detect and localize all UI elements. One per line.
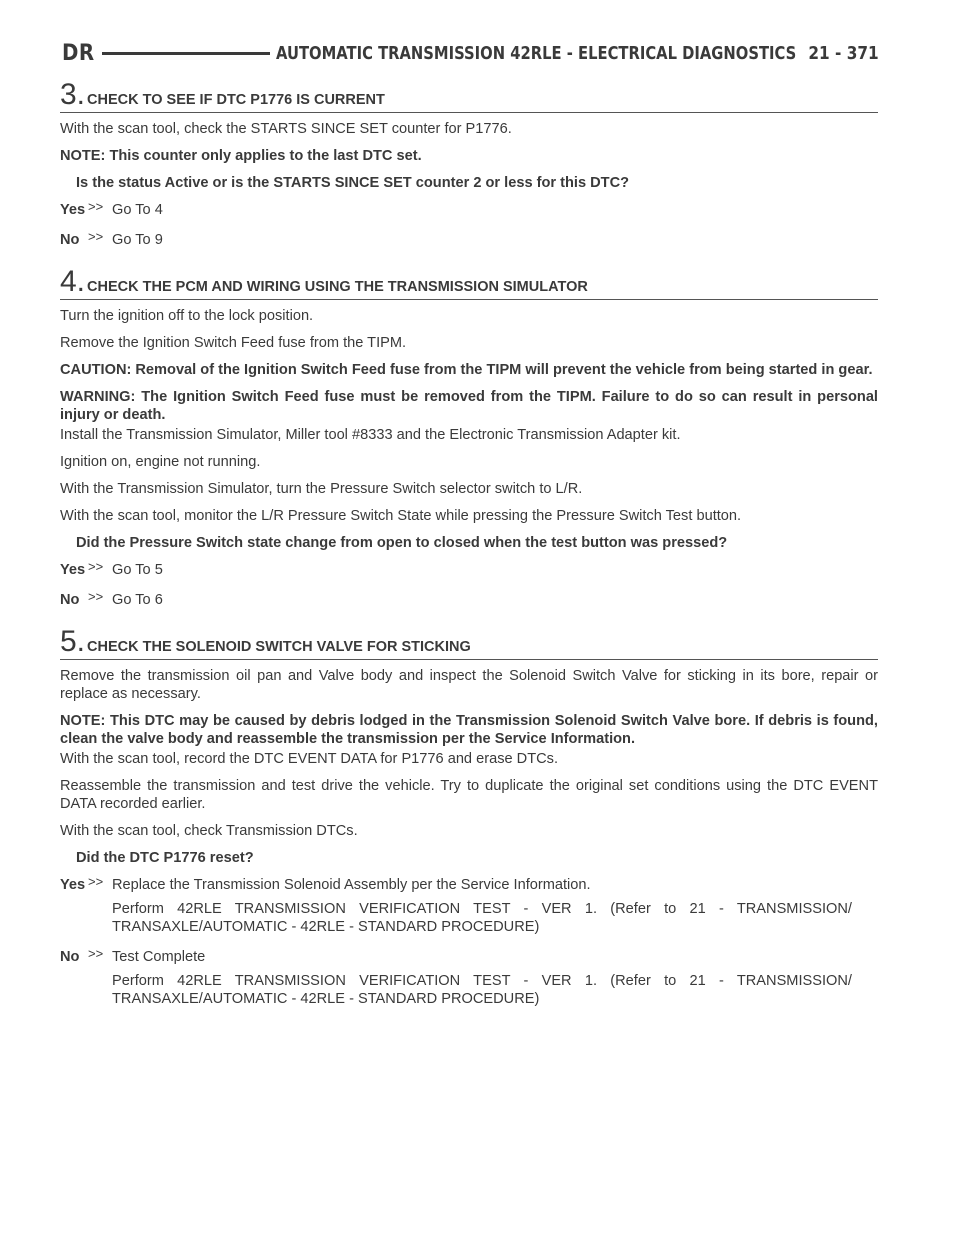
- section-title: AUTOMATIC TRANSMISSION 42RLE - ELECTRICAL DIAGNOSTICS: [276, 42, 797, 64]
- question: Is the status Active or is the STARTS SINCE SET counter 2 or less for this DTC?: [76, 175, 630, 191]
- answer-key: Yes: [60, 877, 86, 893]
- page-number: 21 - 371: [808, 42, 879, 64]
- step-number: 4.: [60, 265, 86, 298]
- note: NOTE: This DTC may be caused by debris lodged in the Transmission Solenoid Switch Valve bore. If debris is found, clean the valve body and reassemble the transmission per the Service Information.: [60, 713, 878, 747]
- answer-yes: [60, 876, 878, 942]
- step-3: [60, 80, 878, 255]
- instruction: Reassemble the transmission and test drive the vehicle. Try to duplicate the original set conditions using the DTC EVENT DATA recorded earlier.: [60, 778, 878, 812]
- step-heading: [60, 80, 878, 113]
- answer-no: [60, 591, 878, 615]
- note: NOTE: This counter only applies to the last DTC set.: [60, 148, 422, 164]
- answer-text: Perform 42RLE TRANSMISSION VERIFICATION TEST - VER 1. (Refer to 21 - TRANSMISSION/ TRANSAXLE/AUTOMATIC - 42RLE - STANDARD PROCEDURE): [112, 973, 852, 1007]
- step-4: [60, 267, 878, 615]
- step-number: 3.: [60, 78, 86, 111]
- arrow-label: >>: [88, 199, 104, 214]
- instruction: Remove the Ignition Switch Feed fuse from the TIPM.: [60, 335, 407, 351]
- instruction: With the scan tool, record the DTC EVENT DATA for P1776 and erase DTCs.: [60, 751, 559, 767]
- step-5: [60, 627, 878, 1014]
- answer-key: No: [60, 949, 80, 965]
- answer-text: Go To 5: [112, 562, 163, 578]
- header-rule: [102, 52, 270, 55]
- instruction: With the Transmission Simulator, turn the Pressure Switch selector switch to L/R.: [60, 481, 583, 497]
- step-number: 5.: [60, 625, 86, 658]
- answer-no: [60, 231, 878, 255]
- answer-text: Replace the Transmission Solenoid Assembly per the Service Information.: [112, 877, 591, 893]
- answer-key: No: [60, 232, 80, 248]
- instruction: With the scan tool, monitor the L/R Pressure Switch State while pressing the Pressure Switch Test button.: [60, 508, 742, 524]
- instruction: Remove the transmission oil pan and Valve body and inspect the Solenoid Switch Valve for sticking in its bore, repair or replace as necessary.: [60, 668, 878, 702]
- instruction: Turn the ignition off to the lock position.: [60, 308, 314, 324]
- model-code: DR: [62, 40, 95, 66]
- answer-text: Perform 42RLE TRANSMISSION VERIFICATION TEST - VER 1. (Refer to 21 - TRANSMISSION/ TRANSAXLE/AUTOMATIC - 42RLE - STANDARD PROCEDURE): [112, 901, 852, 935]
- answer-text: Test Complete: [112, 949, 206, 965]
- step-title: CHECK TO SEE IF DTC P1776 IS CURRENT: [87, 92, 385, 108]
- instruction: Install the Transmission Simulator, Miller tool #8333 and the Electronic Transmission Adapter kit.: [60, 427, 681, 443]
- instruction: Ignition on, engine not running.: [60, 454, 261, 470]
- step-heading: [60, 627, 878, 660]
- arrow-label: >>: [88, 589, 104, 604]
- step-title: CHECK THE PCM AND WIRING USING THE TRANSMISSION SIMULATOR: [87, 279, 588, 295]
- arrow-label: >>: [88, 229, 104, 244]
- caution: CAUTION: Removal of the Ignition Switch Feed fuse from the TIPM will prevent the vehicle from being started in gear.: [60, 362, 873, 378]
- page-header: [62, 36, 878, 70]
- arrow-label: >>: [88, 559, 104, 574]
- answer-yes: [60, 561, 878, 585]
- instruction: With the scan tool, check the STARTS SINCE SET counter for P1776.: [60, 121, 512, 137]
- instruction: With the scan tool, check Transmission DTCs.: [60, 823, 358, 839]
- answer-text: Go To 4: [112, 202, 163, 218]
- procedure-content: [60, 80, 878, 1026]
- arrow-label: >>: [88, 946, 104, 961]
- answer-text: Go To 6: [112, 592, 163, 608]
- answer-yes: [60, 201, 878, 225]
- step-title: CHECK THE SOLENOID SWITCH VALVE FOR STICKING: [87, 639, 471, 655]
- question: Did the DTC P1776 reset?: [76, 850, 254, 866]
- arrow-label: >>: [88, 874, 104, 889]
- answer-key: Yes: [60, 562, 86, 578]
- step-heading: [60, 267, 878, 300]
- answer-key: No: [60, 592, 80, 608]
- question: Did the Pressure Switch state change from open to closed when the test button was pressed?: [76, 535, 728, 551]
- answer-no: [60, 948, 878, 1014]
- answer-key: Yes: [60, 202, 86, 218]
- warning: WARNING: The Ignition Switch Feed fuse must be removed from the TIPM. Failure to do so can result in personal injury or death.: [60, 389, 878, 423]
- answer-text: Go To 9: [112, 232, 163, 248]
